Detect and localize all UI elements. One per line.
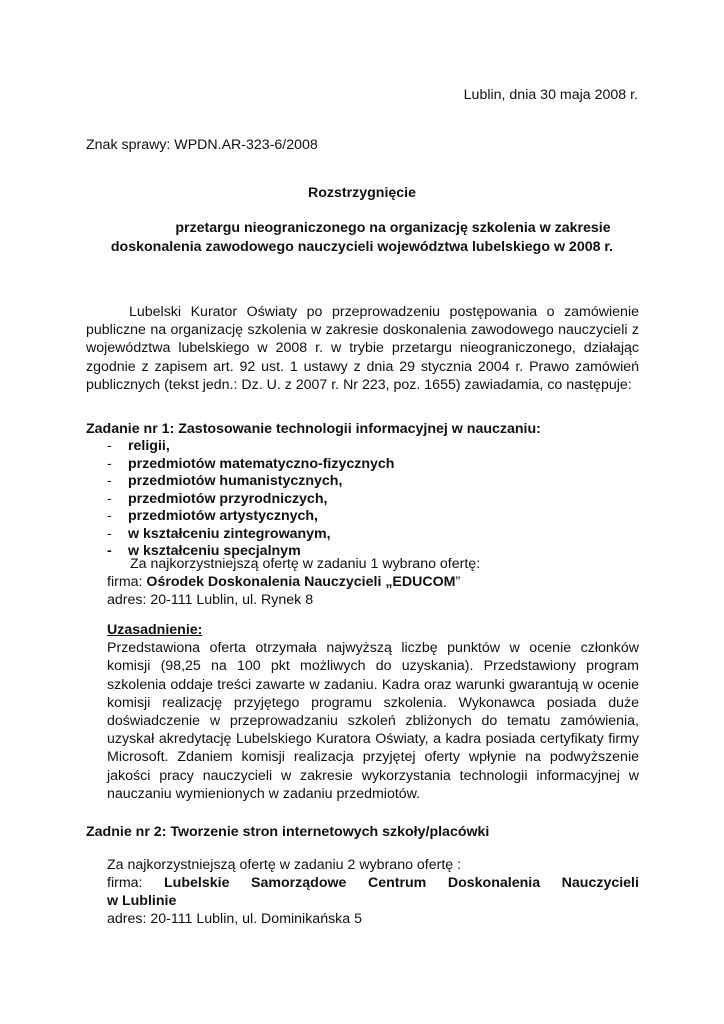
intro-paragraph [86, 303, 639, 394]
task2-firm-word: Doskonalenia [447, 875, 541, 891]
task1-title: : Zastosowanie technologii informacyjnej w nauczaniu: [169, 421, 541, 437]
list-item: - religii, [107, 438, 394, 456]
task1-winner-intro: Za najkorzystniejszą ofertę w zadaniu 1 wybrano ofertę: [130, 556, 481, 572]
task2-firm [107, 874, 639, 892]
list-item: - przedmiotów artystycznych, [107, 508, 394, 526]
task2-heading: Zadnie nr 2: Tworzenie stron internetowych szkoły/placówki [86, 824, 490, 840]
justification-heading: Uzasadnienie: [107, 622, 203, 638]
list-item: - przedmiotów przyrodniczych, [107, 491, 394, 509]
list-item: - przedmiotów humanistycznych, [107, 473, 394, 491]
document-subject [86, 219, 638, 257]
task1-firm-name: Ośrodek Doskonalenia Nauczycieli „EDUCOM [146, 574, 456, 590]
subject-line-2: doskonalenia zawodowego nauczycieli województwa lubelskiego w 2008 r. [110, 239, 614, 255]
intro-text: Lubelski Kurator Oświaty po przeprowadzeniu postępowania o zamówienie publiczne na organizację szkolenia w zakresie doskonalenia zawodowego nauczycieli z województwa lubelskiego w 2008 r. w trybie przetargu nieograniczonego, działając zgodnie z zapisem art. 92 ust. 1 ustawy z dnia 29 stycznia 2004 r. Prawo zamówień publicznych (tekst jedn.: Dz. U. z 2007 r. Nr 223, poz. 1655) zawiadamia, co następuje: [86, 304, 639, 393]
justification-text: Przedstawiona oferta otrzymała najwyższą liczbę punktów w ocenie członków komisji (98,25 na 100 pkt możliwych do uzyskania). Przedstawiony program szkolenia oddaje treści zawarte w zadaniu. Kadra oraz warunki gwarantują w ocenie komisji realizację przyjętego programu szkolenia. Wykonawca posiada duże doświadczenie w przeprowadzaniu szkoleń zbliżonych do tematu zamówienia, uzyskał akredytację Lubelskiego Kuratora Oświaty, a kadra posiada certyfikaty firmy Microsoft. Zdaniem komisji realizacja przyjętej oferty wpłynie na podwyższenie jakości pracy nauczycieli w zakresie wykorzystania technologii informacyjnej w nauczaniu wymienionych w zadaniu przedmiotów. [107, 640, 639, 802]
task2-firm-word: Samorządowe [251, 875, 347, 891]
case-reference: Znak sprawy: WPDN.AR-323-6/2008 [86, 137, 318, 153]
task2-winner [107, 856, 639, 928]
list-item: - przedmiotów matematyczno-fizycznych [107, 456, 394, 474]
document-title: Rozstrzygnięcie [307, 185, 416, 201]
task1-heading [86, 421, 541, 437]
date-line: Lublin, dnia 30 maja 2008 r. [463, 87, 638, 103]
task1-firm-quote: ” [455, 574, 461, 590]
task2-winner-intro: Za najkorzystniejszą ofertę w zadaniu 2 wybrano ofertę : [107, 857, 462, 873]
task2-firm-word: Centrum [367, 875, 427, 891]
task1-firm-label: firma: [107, 574, 147, 590]
task1-winner [107, 555, 480, 609]
task2-address: adres: 20-111 Lublin, ul. Dominikańska 5 [107, 911, 362, 927]
task2-firm-label: firma: [107, 875, 143, 891]
subject-line-1: przetargu nieograniczonego na organizację szkolenia w zakresie [175, 220, 611, 236]
task1-firm [107, 573, 480, 591]
list-item: - w kształceniu zintegrowanym, [107, 526, 394, 544]
list-item: - w kształceniu specjalnym [107, 543, 394, 561]
task2-firm-line2: w Lublinie [107, 893, 177, 909]
task1-justification [107, 621, 639, 803]
task1-subject-list [107, 438, 394, 561]
task2-firm-word: Nauczycieli [561, 875, 639, 891]
task1-address: adres: 20-111 Lublin, ul. Rynek 8 [107, 592, 314, 608]
task1-label: Zadanie nr 1 [86, 421, 170, 437]
task2-firm-word: Lubelskie [164, 875, 230, 891]
